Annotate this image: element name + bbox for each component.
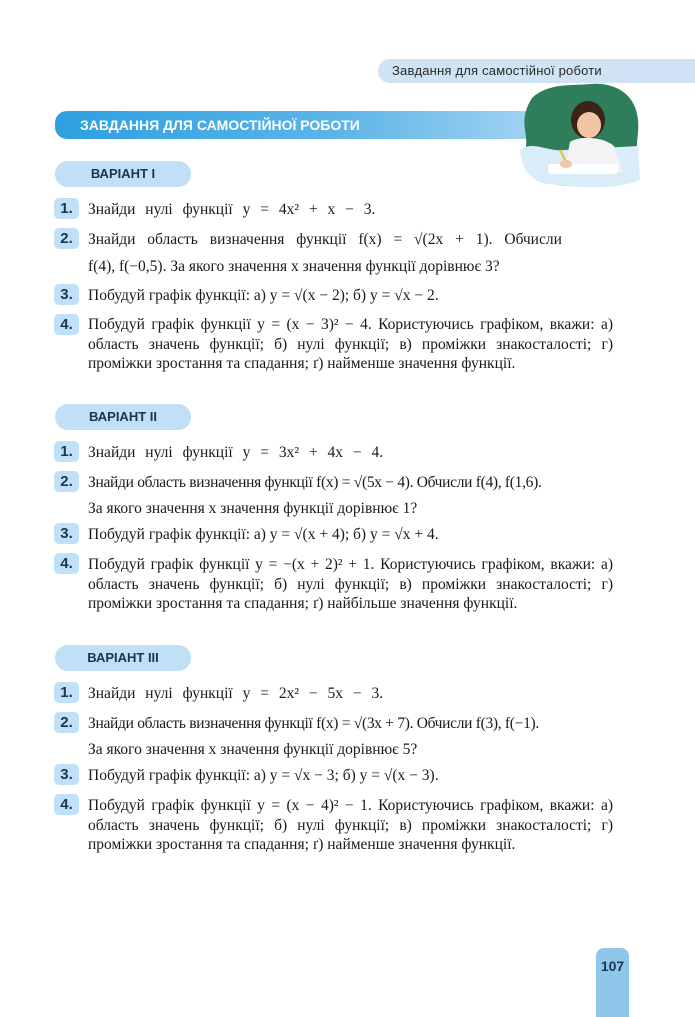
task-text: Побудуй графік функції y = −(x + 2)² + 1. Користуючись графіком, вкажи: а) область значень функції; б) нулі функції; в) проміжки знакосталості; г) проміжки зростання та спадання; ґ) найбільше значення функції.: [88, 556, 613, 612]
task-text: Знайди область визначення функції f(x) = √(3x + 7). Обчисли f(3), f(−1).: [88, 715, 539, 732]
task-number: 2.: [54, 228, 79, 249]
task-text: f(4), f(−0,5). За якого значення x значення функції дорівнює 3?: [88, 258, 500, 275]
task-number: 4.: [54, 553, 79, 574]
task-number: 4.: [54, 794, 79, 815]
page-title: ЗАВДАННЯ ДЛЯ САМОСТІЙНОЇ РОБОТИ: [80, 117, 360, 133]
task-text: Побудуй графік функції: а) y = √(x − 2); б) y = √x − 2.: [88, 287, 439, 304]
task-number: 2.: [54, 712, 79, 733]
task-number: 1.: [54, 441, 79, 462]
task-text: За якого значення x значення функції дорівнює 1?: [88, 500, 418, 517]
task-number: 3.: [54, 523, 79, 544]
task-text: Побудуй графік функції y = (x − 4)² − 1. Користуючись графіком, вкажи: а) область значень функції; б) нулі функції; в) проміжки знакосталості; г) проміжки зростання та спадання; ґ) найменше значення функції.: [88, 797, 613, 853]
variant-1-label: ВАРІАНТ І: [55, 161, 191, 187]
page-number: 107: [600, 958, 625, 974]
task-text: За якого значення x значення функції дорівнює 5?: [88, 741, 418, 758]
variant-2-label: ВАРІАНТ ІІ: [55, 404, 191, 430]
task-text: Побудуй графік функції: а) y = √x − 3; б) y = √(x − 3).: [88, 767, 439, 784]
variant-3-label: ВАРІАНТ ІІІ: [55, 645, 191, 671]
task-text: Побудуй графік функції: а) y = √(x + 4); б) y = √x + 4.: [88, 526, 439, 543]
student-writing-illustration: [518, 80, 642, 190]
task-text: Знайди нулі функції y = 3x² + 4x − 4.: [88, 444, 384, 461]
task-number: 2.: [54, 471, 79, 492]
task-number: 3.: [54, 284, 79, 305]
task-text: Знайди нулі функції y = 2x² − 5x − 3.: [88, 685, 384, 702]
task-text: Знайди нулі функції y = 4x² + x − 3.: [88, 201, 376, 218]
task-text: Знайди область визначення функції f(x) = √(2x + 1). Обчисли: [88, 231, 562, 248]
task-text: Знайди область визначення функції f(x) = √(5x − 4). Обчисли f(4), f(1,6).: [88, 474, 542, 491]
section-header: Завдання для самостійної роботи: [392, 63, 602, 78]
task-number: 3.: [54, 764, 79, 785]
task-number: 1.: [54, 682, 79, 703]
task-number: 1.: [54, 198, 79, 219]
task-number: 4.: [54, 314, 79, 335]
task-text: Побудуй графік функції y = (x − 3)² − 4. Користуючись графіком, вкажи: а) область значень функції; б) нулі функції; в) проміжки знакосталості; г) проміжки зростання та спадання; ґ) найменше значення функції.: [88, 316, 613, 372]
